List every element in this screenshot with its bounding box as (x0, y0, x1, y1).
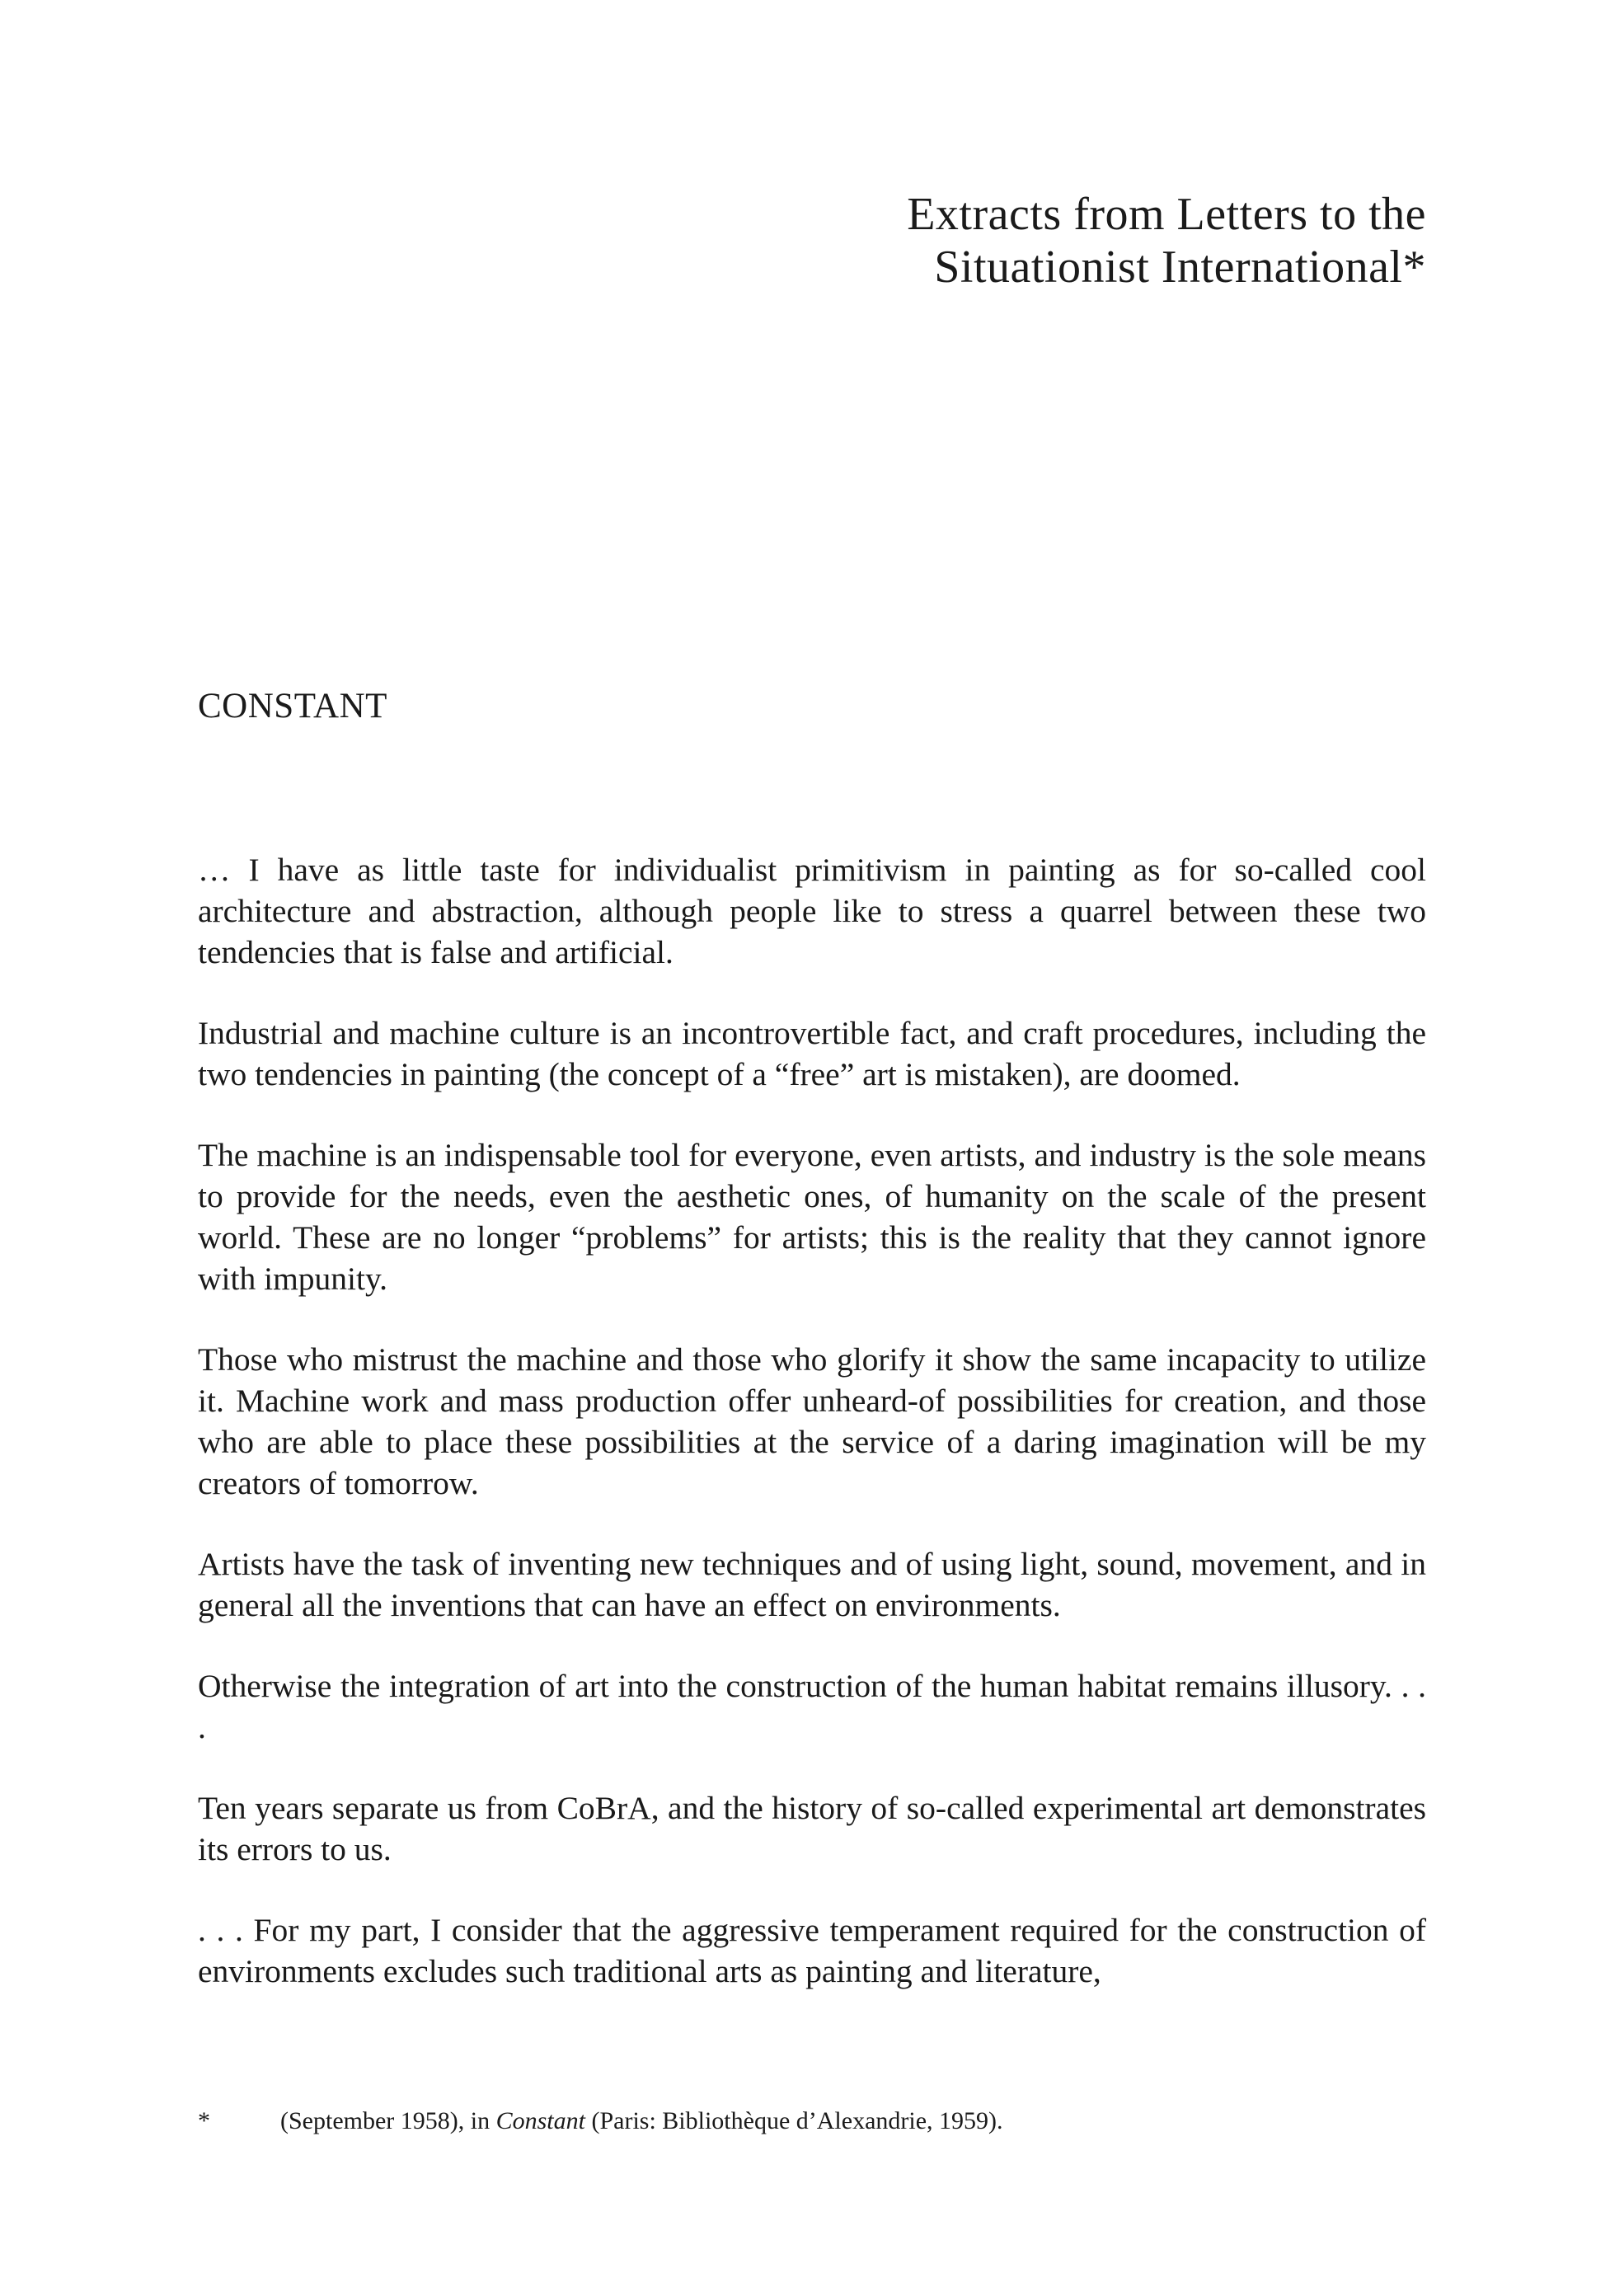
paragraph-4: Those who mistrust the machine and those who glorify it show the same incapacity to utilize it. Machine work and mass production offer unheard-of possibilities for creation, and those who are able to place these possibilities at the service of a daring imagination will be my creators of tomorrow. (198, 1341, 1426, 1501)
footnote-italic-title: Constant (495, 2107, 585, 2134)
footnote-text-before: (September 1958), in (280, 2107, 496, 2134)
paragraph-3: The machine is an indispensable tool for everyone, even artists, and industry is the sole means to provide for the needs, even the aesthetic ones, of humanity on the scale of the present world. These are no longer “problems” for artists; this is the reality that they cannot ignore with impunity. (198, 1137, 1426, 1297)
paragraph-1: … I have as little taste for individualist primitivism in painting as for so-called cool architecture and abstraction, although people like to stress a quarrel between these two tendencies that is false and artificial. (198, 852, 1426, 970)
paragraph-5: Artists have the task of inventing new techniques and of using light, sound, movement, and in general all the inventions that can have an effect on environments. (198, 1546, 1426, 1623)
footnote (198, 2106, 1426, 2137)
footnote-marker: * (198, 2107, 210, 2134)
paragraph-7: Ten years separate us from CoBrA, and the history of so-called experimental art demonstrates its errors to us. (198, 1790, 1426, 1867)
title-line-2: Situationist International* (934, 242, 1426, 293)
body-text (198, 849, 1426, 2031)
page-title (684, 188, 1426, 293)
paragraph-8: . . . For my part, I consider that the aggressive temperament required for the construction of environments excludes such traditional arts as painting and literature, (198, 1912, 1426, 1989)
author-name: CONSTANT (198, 687, 387, 725)
paragraph-6: Otherwise the integration of art into the construction of the human habitat remains illusory. . . . (198, 1668, 1426, 1745)
paragraph-2: Industrial and machine culture is an incontrovertible fact, and craft procedures, including the two tendencies in painting (the concept of a “free” art is mistaken), are doomed. (198, 1015, 1426, 1092)
title-line-1: Extracts from Letters to the (907, 189, 1426, 240)
footnote-text-after: (Paris: Bibliothèque d’Alexandrie, 1959). (584, 2107, 1003, 2134)
